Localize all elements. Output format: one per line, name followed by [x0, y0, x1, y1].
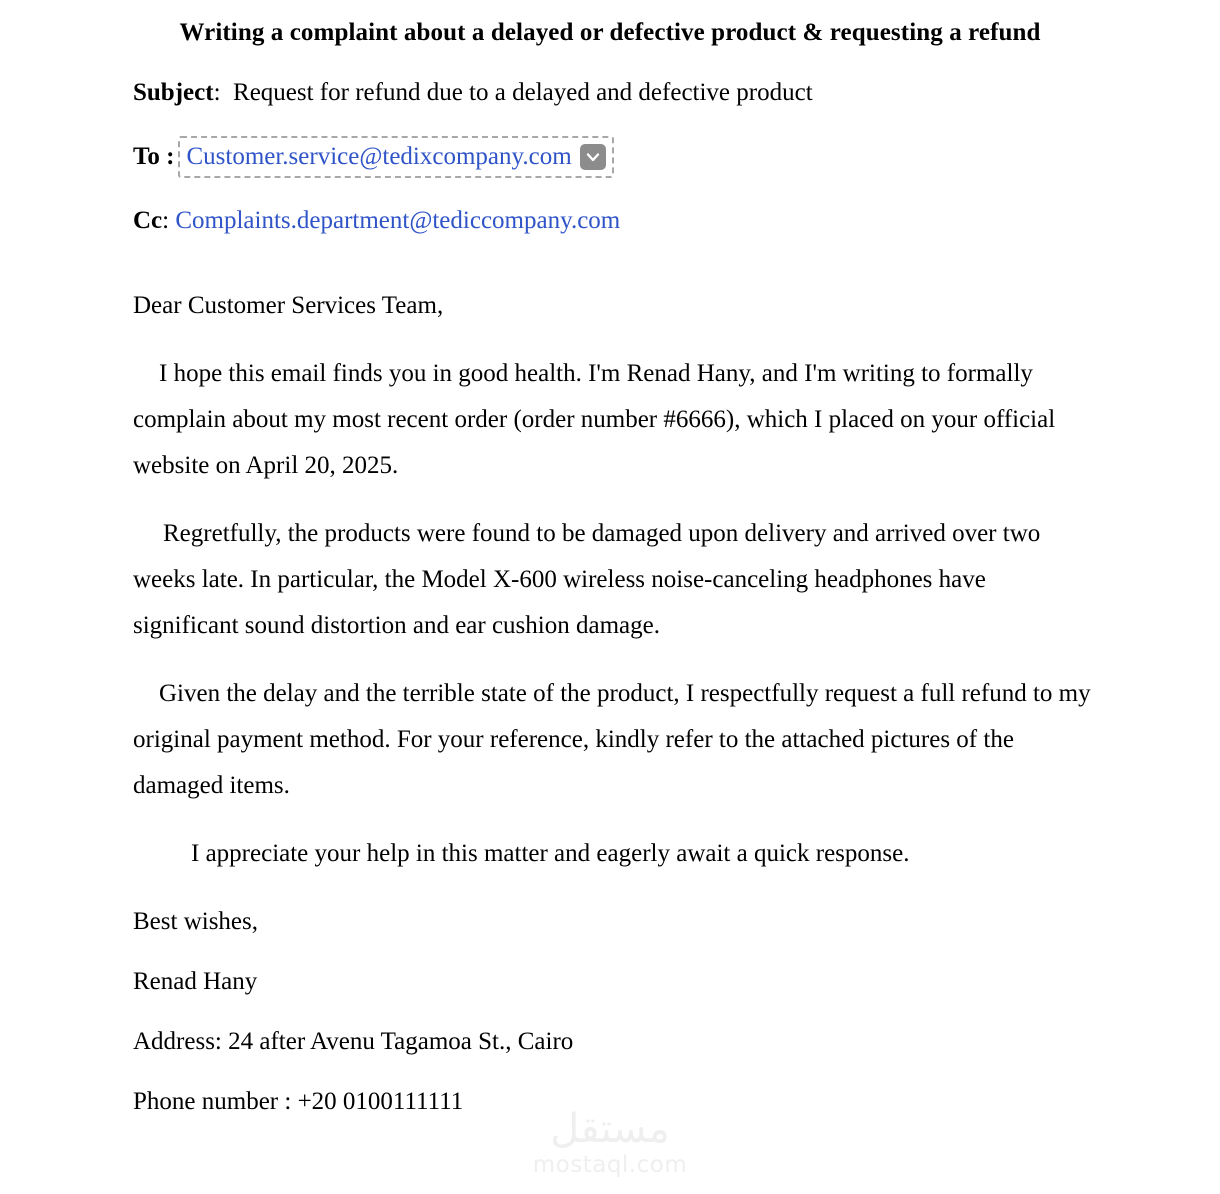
spacer: [133, 1005, 1095, 1019]
spacer: [133, 877, 1095, 899]
body-paragraph-3: Given the delay and the terrible state of the product, I respectfully request a full refund to my original payment method. For your reference, kindly refer to the attached pictures of the damaged items.: [133, 680, 1091, 799]
page-title: Writing a complaint about a delayed or defective product & requesting a refund: [179, 19, 1041, 46]
body-paragraph-2: Regretfully, the products were found to be damaged upon delivery and arrived over two weeks late. In particular, the Model X-600 wireless noise-canceling headphones have significant sound distortion and ear cushion damage.: [133, 520, 1041, 639]
cc-separator: :: [162, 207, 170, 234]
spacer: [133, 329, 1095, 351]
cc-recipient-value[interactable]: Complaints.department@tediccompany.com: [175, 207, 621, 234]
spacer: [133, 649, 1095, 671]
subject-separator: :: [213, 79, 221, 106]
chevron-down-icon[interactable]: [580, 144, 606, 170]
subject-value: Request for refund due to a delayed and defective product: [233, 79, 813, 106]
cc-field-row: [133, 198, 1095, 244]
cc-label: Cc: [133, 207, 163, 234]
salutation: Dear Customer Services Team,: [133, 292, 444, 319]
signature-name: Renad Hany: [133, 968, 258, 995]
spacer: [133, 48, 1095, 70]
to-recipient-value: Customer.service@tedixcompany.com: [186, 143, 572, 170]
body-paragraph-4: I appreciate your help in this matter and eagerly await a quick response.: [191, 840, 910, 867]
closing-line: Best wishes,: [133, 908, 258, 935]
to-recipient-field[interactable]: [178, 136, 613, 178]
spacer: [133, 1065, 1095, 1079]
spacer: [133, 945, 1095, 959]
spacer: [133, 489, 1095, 511]
signature-phone: Phone number : +20 0100111111: [133, 1088, 464, 1115]
subject-line: [133, 70, 1095, 116]
to-field-row: [133, 134, 1095, 180]
spacer: [133, 809, 1095, 831]
spacer: [133, 269, 1095, 283]
email-body: [0, 48, 1220, 1125]
watermark-arabic-logo: مستقل: [550, 1106, 670, 1152]
signature-address: Address: 24 after Avenu Tagamoa St., Cairo: [133, 1028, 574, 1055]
watermark-domain-text: mostaql.com: [532, 1152, 688, 1178]
to-label: To :: [133, 143, 175, 170]
body-paragraph-1: I hope this email finds you in good health. I'm Renad Hany, and I'm writing to formally complain about my most recent order (order number #6666), which I placed on your official website on April 20, 2025.: [133, 360, 1056, 479]
subject-label: Subject: [133, 79, 214, 106]
